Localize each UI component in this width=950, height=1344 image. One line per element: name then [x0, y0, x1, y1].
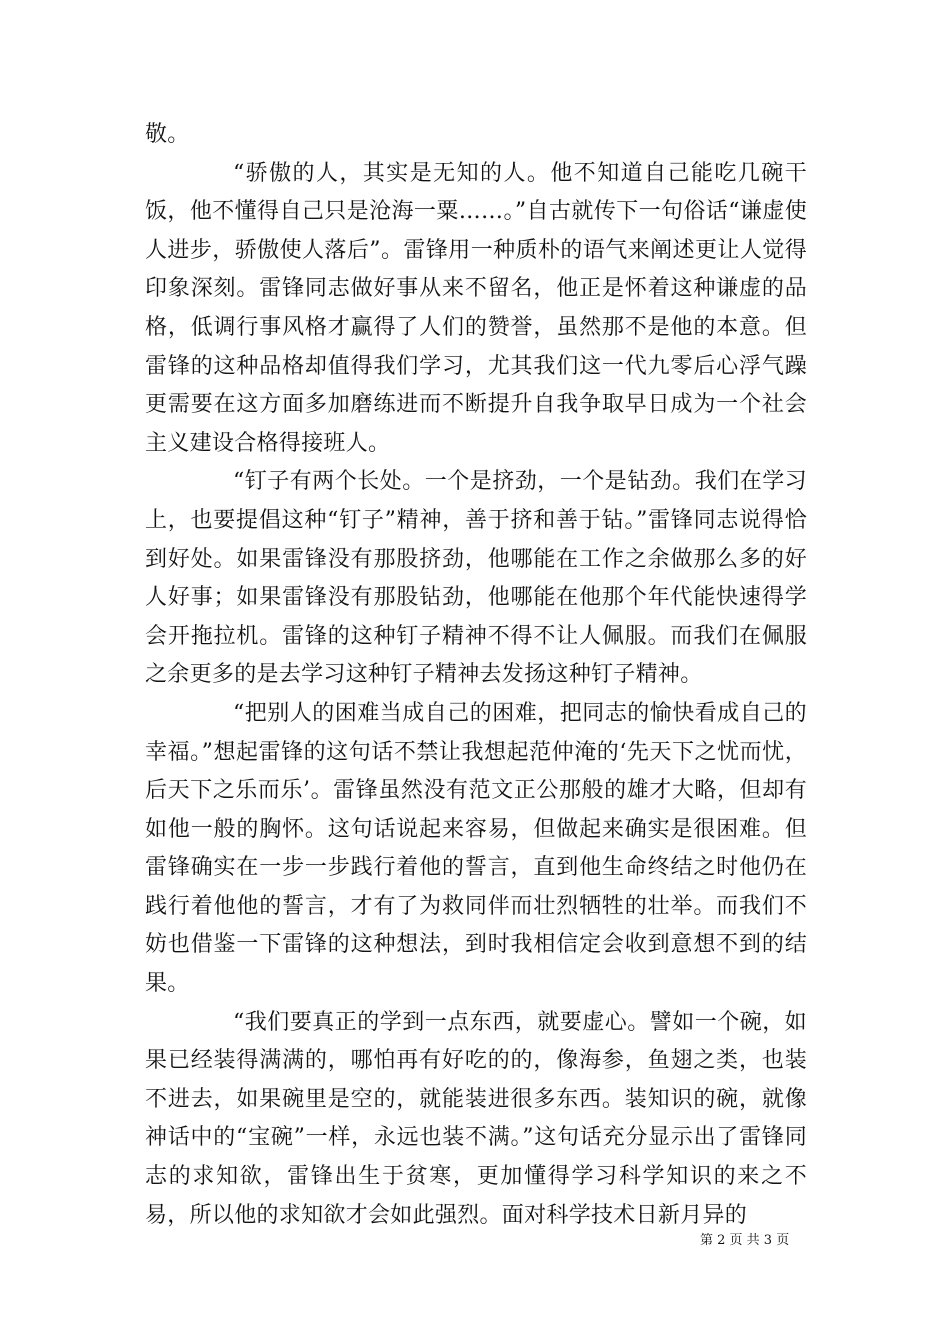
paragraph-continuation: 敬。	[145, 122, 190, 147]
paragraph-nail-spirit: “钉子有两个长处。一个是挤劲，一个是钻劲。我们在学习上，也要提倡这种“钉子”精神，善于挤和善于钻。”雷锋同志说得恰到好处。如果雷锋没有那股挤劲，他哪能在工作之余做那么多的好人好事；如果雷锋没有那股钻劲，他哪能在他那个年代能快速得学会开拖拉机。雷锋的这种钉子精神不得不让人佩服。而我们在佩服之余更多的是去学习这种钉子精神去发扬这种钉子精神。	[145, 469, 807, 688]
document-body	[145, 116, 807, 1235]
page-number-footer: 第 2 页 共 3 页	[700, 1233, 790, 1248]
paragraph-humble-learning: “我们要真正的学到一点东西，就要虚心。譬如一个碗，如果已经装得满满的，哪怕再有好吃的的，像海参，鱼翅之类，也装不进去，如果碗里是空的，就能装进很多东西。装知识的碗，就像神话中的“宝碗”一样，永远也装不满。”这句话充分显示出了雷锋同志的求知欲，雷锋出生于贫寒，更加懂得学习科学知识的来之不易，所以他的求知欲才会如此强烈。面对科学技术日新月异的	[145, 1009, 807, 1228]
paragraph-arrogance-quote: “骄傲的人，其实是无知的人。他不知道自己能吃几碗干饭，他不懂得自己只是沧海一粟……。”自古就传下一句俗话“谦虚使人进步，骄傲使人落后”。雷锋用一种质朴的语气来阐述更让人觉得印象深刻。雷锋同志做好事从来不留名，他正是怀着这种谦虚的品格，低调行事风格才赢得了人们的赞誉，虽然那不是他的本意。但雷锋的这种品格却值得我们学习，尤其我们这一代九零后心浮气躁更需要在这方面多加磨练进而不断提升自我争取早日成为一个社会主义建设合格得接班人。	[145, 160, 807, 456]
paragraph-others-difficulties: “把别人的困难当成自己的困难，把同志的愉快看成自己的幸福。”想起雷锋的这句话不禁让我想起范仲淹的‘先天下之忧而忧，后天下之乐而乐’。雷锋虽然没有范文正公那般的雄才大略，但却有如他一般的胸怀。这句话说起来容易，但做起来确实是很困难。但雷锋确实在一步一步践行着他的誓言，直到他生命终结之时他仍在践行着他他的誓言，才有了为救同伴而壮烈牺牲的壮举。而我们不妨也借鉴一下雷锋的这种想法，到时我相信定会收到意想不到的结果。	[145, 700, 807, 997]
